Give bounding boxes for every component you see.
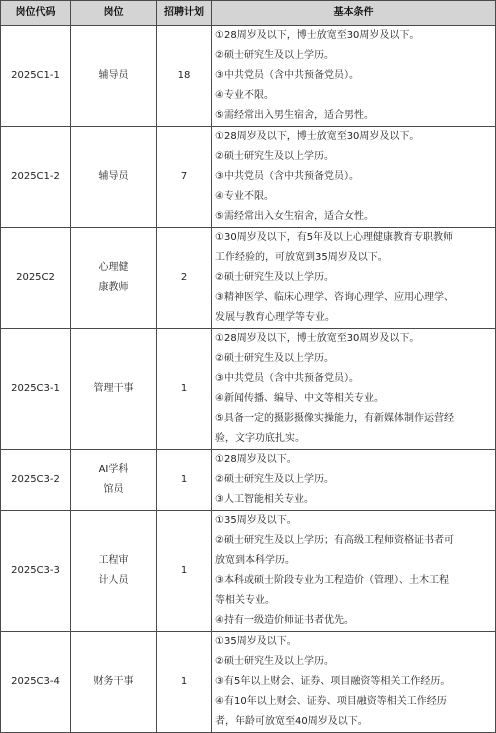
table-row xyxy=(1,632,496,733)
table-row xyxy=(1,511,496,632)
position-code: 2025C3-1 xyxy=(1,329,71,450)
condition-line: 等相关专业。 xyxy=(215,595,275,606)
conditions-cell xyxy=(212,329,496,450)
condition-line: ②硕士研究生及以上学历。 xyxy=(215,151,334,162)
condition-line: ④持有一级造价师证书者优先。 xyxy=(215,615,354,626)
condition-line: ①35周岁及以下。 xyxy=(215,636,297,647)
condition-line: ①28周岁及以下，博士放宽至30周岁及以下。 xyxy=(215,30,420,41)
position-code: 2025C1-1 xyxy=(1,26,71,127)
condition-line: ③有5年以上财会、证券、项目融资等相关工作经历。 xyxy=(215,676,451,687)
position-code: 2025C2 xyxy=(1,228,71,329)
hiring-plan: 7 xyxy=(157,127,212,228)
position-name: 财务干事 xyxy=(71,632,157,733)
condition-line: ⑤需经常出入女生宿舍，适合女性。 xyxy=(215,211,374,222)
hiring-plan: 1 xyxy=(157,511,212,632)
header-position: 岗位 xyxy=(71,1,157,26)
table-row xyxy=(1,450,496,511)
hiring-plan: 1 xyxy=(157,450,212,511)
table-row xyxy=(1,26,496,127)
table-row xyxy=(1,228,496,329)
condition-line: ②硕士研究生及以上学历。 xyxy=(215,656,334,667)
position-name: 工程审计人员 xyxy=(98,555,129,586)
condition-line: ③精神医学、临床心理学、咨询心理学、应用心理学、 xyxy=(215,292,454,303)
position-name: 管理干事 xyxy=(71,329,157,450)
condition-line: ①30周岁及以下，有5年及以上心理健康教育专职教师 xyxy=(215,232,454,243)
condition-line: ④新闻传播、编导、中文等相关专业。 xyxy=(215,393,384,404)
hiring-plan: 1 xyxy=(157,632,212,733)
hiring-plan: 2 xyxy=(157,228,212,329)
condition-line: ①28周岁及以下，博士放宽至30周岁及以下。 xyxy=(215,333,420,344)
position-code: 2025C3-2 xyxy=(1,450,71,511)
condition-line: ④专业不限。 xyxy=(215,90,274,101)
position-name-cell xyxy=(71,228,157,329)
conditions-cell xyxy=(212,511,496,632)
condition-line: ⑤具备一定的摄影摄像实操能力，有新媒体制作运营经 xyxy=(215,413,454,424)
condition-line: ②硕士研究生及以上学历。 xyxy=(215,272,334,283)
condition-line: ②硕士研究生及以上学历；有高级工程师资格证书者可 xyxy=(215,535,454,546)
conditions-cell xyxy=(212,450,496,511)
table-row xyxy=(1,329,496,450)
conditions-cell xyxy=(212,632,496,733)
header-code: 岗位代码 xyxy=(1,1,71,26)
condition-line: ②硕士研究生及以上学历。 xyxy=(215,474,334,485)
condition-line: 放宽到本科学历。 xyxy=(215,555,295,566)
header-row xyxy=(1,1,496,26)
position-name: 心理健康教师 xyxy=(98,262,129,293)
position-name-cell xyxy=(71,450,157,511)
position-name: 辅导员 xyxy=(71,127,157,228)
position-name: AI学科馆员 xyxy=(98,464,129,495)
header-conditions: 基本条件 xyxy=(212,1,496,26)
position-code: 2025C1-2 xyxy=(1,127,71,228)
condition-line: ④有10年以上财会、证券、项目融资等相关工作经历 xyxy=(215,696,447,707)
conditions-cell xyxy=(212,26,496,127)
condition-line: 者，年龄可放宽至40周岁及以下。 xyxy=(215,716,368,727)
hiring-plan: 1 xyxy=(157,329,212,450)
condition-line: ②硕士研究生及以上学历。 xyxy=(215,353,334,364)
position-code: 2025C3-4 xyxy=(1,632,71,733)
position-code: 2025C3-3 xyxy=(1,511,71,632)
condition-line: ③中共党员（含中共预备党员）。 xyxy=(215,373,359,384)
condition-line: 发展与教育心理学等专业。 xyxy=(215,312,335,323)
condition-line: ③中共党员（含中共预备党员）。 xyxy=(215,171,359,182)
hiring-plan: 18 xyxy=(157,26,212,127)
condition-line: ②硕士研究生及以上学历。 xyxy=(215,50,334,61)
condition-line: ①28周岁及以下。 xyxy=(215,454,297,465)
conditions-cell xyxy=(212,228,496,329)
condition-line: ①28周岁及以下，博士放宽至30周岁及以下。 xyxy=(215,131,420,142)
header-plan: 招聘计划 xyxy=(157,1,212,26)
condition-line: ④专业不限。 xyxy=(215,191,274,202)
condition-line: 验，文字功底扎实。 xyxy=(215,433,305,444)
position-name: 辅导员 xyxy=(71,26,157,127)
position-name-cell xyxy=(71,511,157,632)
condition-line: ③人工智能相关专业。 xyxy=(215,494,314,505)
condition-line: ③中共党员（含中共预备党员）。 xyxy=(215,70,359,81)
condition-line: ①35周岁及以下。 xyxy=(215,515,297,526)
condition-line: ⑤需经常出入男生宿舍，适合男性。 xyxy=(215,110,374,121)
condition-line: ③本科或硕士阶段专业为工程造价（管理）、土木工程 xyxy=(215,575,449,586)
conditions-cell xyxy=(212,127,496,228)
table-row xyxy=(1,127,496,228)
condition-line: 工作经验的，可放宽到35周岁及以下。 xyxy=(215,252,388,263)
